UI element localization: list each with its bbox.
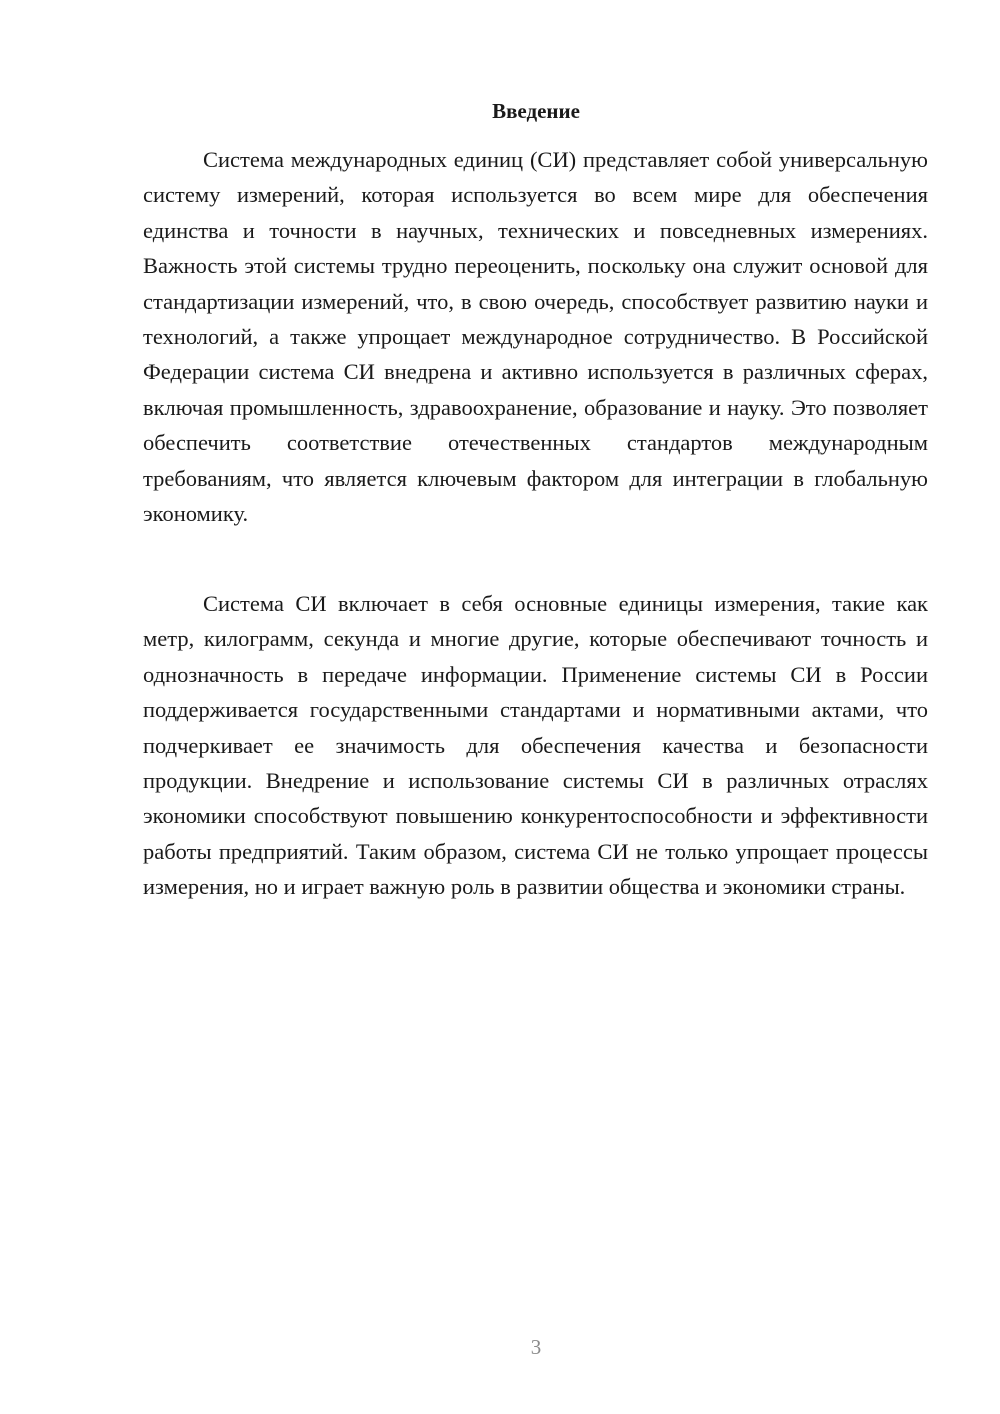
paragraph-text: Система международных единиц (СИ) представляет собой универсальную систему измерений, которая используется во всем мире для обеспечения единства и точности в научных, технических и повседневных измерениях. Важность этой системы трудно переоценить, поскольку она служит основой для стандартизации измерений, что, в свою очередь, способствует развитию науки и технологий, а также упрощает международное сотрудничество. В Российской Федерации система СИ внедрена и активно используется в различных сферах, включая промышленность, здравоохранение, образование и науку. Это позволяет обеспечить соответствие отечественных стандартов международным требованиям, что является ключевым фактором для интеграции в глобальную экономику. [143,147,928,527]
paragraph-text: Система СИ включает в себя основные единицы измерения, такие как метр, килограмм, секунда и многие другие, которые обеспечивают точность и однозначность в передаче информации. Применение системы СИ в России поддерживается государственными стандартами и нормативными актами, что подчеркивает ее значимость для обеспечения качества и безопасности продукции. Внедрение и использование системы СИ в различных отраслях экономики способствуют повышению конкурентоспособности и эффективности работы предприятий. Таким образом, система СИ не только упрощает процессы измерения, но и играет важную роль в развитии общества и экономики страны. [143,591,928,900]
section-heading: Введение [492,99,580,123]
page-number: 3 [530,1335,542,1359]
body-paragraph-1 [143,142,928,531]
body-paragraph-2 [143,586,928,905]
